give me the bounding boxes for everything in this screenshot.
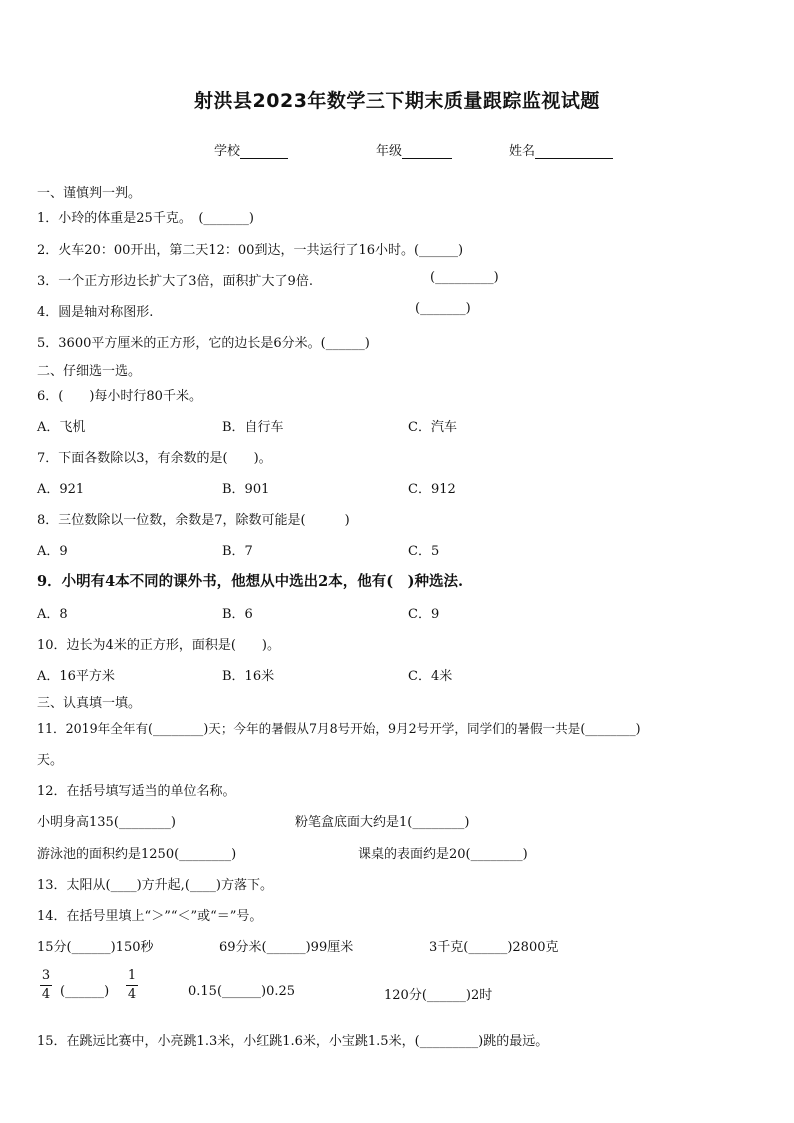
q14-fraction-blank: (______) xyxy=(60,984,110,999)
question-3: 3．一个正方形边长扩大了3倍，面积扩大了9倍. xyxy=(37,274,313,289)
section-heading-2: 二、仔细选一选。 xyxy=(37,364,142,379)
section-heading-3: 三、认真填一填。 xyxy=(37,696,142,711)
fraction-bar xyxy=(126,985,138,986)
section-heading-1: 一、谨慎判一判。 xyxy=(37,186,142,201)
fraction-bar xyxy=(40,985,52,986)
q14-compare-1: 15分(______)150秒 xyxy=(37,940,154,955)
q8-option-c: C．5 xyxy=(408,544,440,559)
question-14: 14．在括号里填上“＞”“＜”或“＝”号。 xyxy=(37,909,263,924)
q8-option-b: B．7 xyxy=(222,544,253,559)
question-2: 2．火车20：00开出，第二天12：00到达，一共运行了16小时。(______) xyxy=(37,243,464,258)
q10-option-b: B．16米 xyxy=(222,669,275,684)
question-8: 8．三位数除以一位数，余数是7，除数可能是( ) xyxy=(37,513,350,528)
q12-item-desk: 课桌的表面约是20(________) xyxy=(358,847,528,862)
question-13: 13．太阳从(____)方升起,(____)方落下。 xyxy=(37,878,273,893)
question-4: 4．圆是轴对称图形. xyxy=(37,305,154,320)
name-field xyxy=(509,140,613,159)
school-blank xyxy=(240,144,288,159)
question-10: 10．边长为4米的正方形，面积是( )。 xyxy=(37,638,280,653)
q7-option-a: A．921 xyxy=(37,482,85,497)
q14-compare-time: 120分(______)2时 xyxy=(384,988,493,1003)
question-6: 6．( )每小时行80千米。 xyxy=(37,389,202,404)
fraction-one-quarter xyxy=(126,968,138,1003)
q9-option-c: C．9 xyxy=(408,607,440,622)
grade-blank xyxy=(402,144,452,159)
fraction-denominator: 4 xyxy=(41,987,51,1002)
question-1: 1．小玲的体重是25千克。 (_______) xyxy=(37,211,254,226)
q6-option-a: A．飞机 xyxy=(37,420,86,435)
q12-item-pool: 游泳池的面积约是1250(________) xyxy=(37,847,237,862)
q10-option-a: A．16平方米 xyxy=(37,669,115,684)
q6-option-c: C．汽车 xyxy=(408,420,457,435)
school-field xyxy=(214,140,288,159)
fraction-numerator: 1 xyxy=(127,968,137,983)
fraction-three-quarters xyxy=(40,968,52,1003)
grade-label: 年级 xyxy=(376,144,403,159)
question-9: 9．小明有4本不同的课外书，他想从中选出2本，他有( )种选法. xyxy=(37,573,464,590)
q7-option-c: C．912 xyxy=(408,482,456,497)
page-title: 射洪县2023年数学三下期末质量跟踪监视试题 xyxy=(194,90,600,112)
question-15: 15．在跳远比赛中，小亮跳1.3米，小红跳1.6米，小宝跳1.5米，(_________)跳的最远。 xyxy=(37,1034,549,1049)
question-4-blank: (_______) xyxy=(415,301,471,316)
question-3-blank: (_________) xyxy=(430,270,499,285)
q10-option-c: C．4米 xyxy=(408,669,453,684)
q14-compare-decimal: 0.15(______)0.25 xyxy=(188,984,296,999)
question-7: 7．下面各数除以3，有余数的是( )。 xyxy=(37,451,272,466)
q8-option-a: A．9 xyxy=(37,544,68,559)
fraction-denominator: 4 xyxy=(127,987,137,1002)
q12-item-height: 小明身高135(________) xyxy=(37,815,176,830)
q12-item-chalkbox: 粉笔盒底面大约是1(________) xyxy=(295,815,470,830)
question-11: 11．2019年全年有(________)天；今年的暑假从7月8号开始，9月2号开学，同学们的暑假一共是(________) xyxy=(37,721,641,736)
fraction-numerator: 3 xyxy=(41,968,51,983)
question-5: 5．3600平方厘米的正方形，它的边长是6分米。(______) xyxy=(37,336,370,351)
name-label: 姓名 xyxy=(509,144,536,159)
name-blank xyxy=(535,144,613,159)
q14-compare-3: 3千克(______)2800克 xyxy=(429,940,559,955)
question-12: 12．在括号填写适当的单位名称。 xyxy=(37,784,236,799)
question-11-cont: 天。 xyxy=(37,753,64,768)
school-label: 学校 xyxy=(214,144,241,159)
q14-compare-2: 69分米(______)99厘米 xyxy=(219,940,354,955)
q9-option-a: A．8 xyxy=(37,607,68,622)
q6-option-b: B．自行车 xyxy=(222,420,284,435)
q9-option-b: B．6 xyxy=(222,607,253,622)
grade-field xyxy=(376,140,452,159)
q7-option-b: B．901 xyxy=(222,482,270,497)
